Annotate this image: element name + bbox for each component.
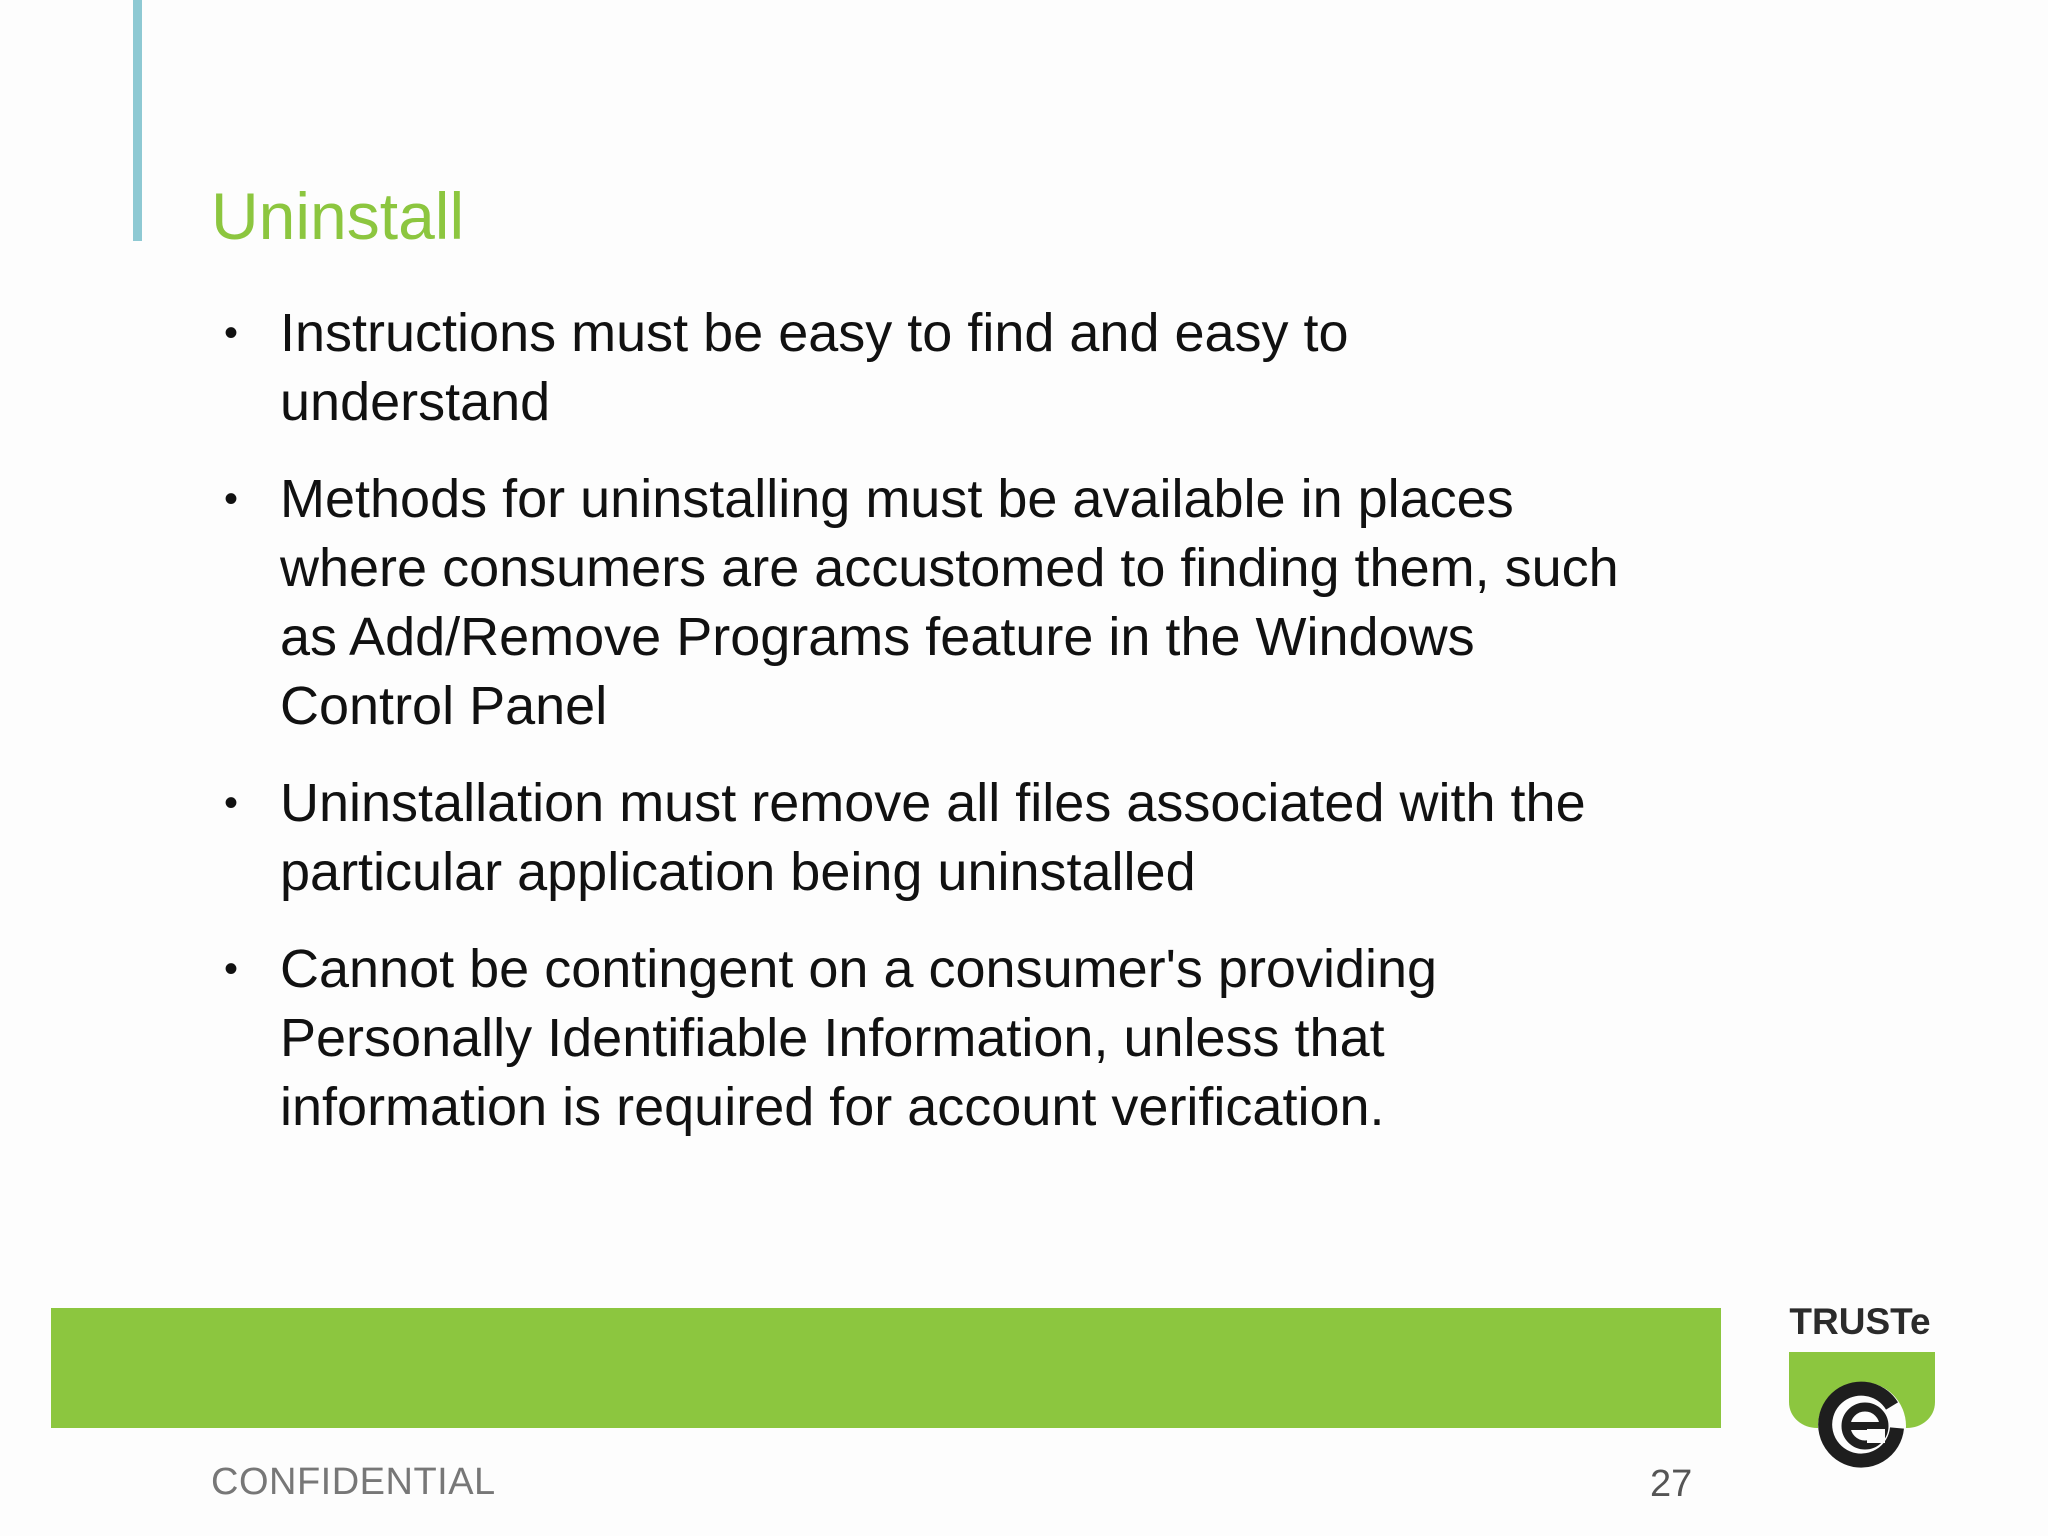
bullet-item xyxy=(280,299,1740,437)
bullet-line: • Uninstallation must remove all files associated with the xyxy=(280,773,1586,833)
bullet-line: • Instructions must be easy to find and easy to xyxy=(280,303,1349,363)
bullet-item xyxy=(280,465,1740,741)
logo-wordmark: TRUSTe xyxy=(1789,1301,1931,1342)
bullet-line: • Cannot be contingent on a consumer's providing xyxy=(280,939,1438,999)
bullet-item xyxy=(280,935,1740,1142)
bullet-item xyxy=(280,769,1740,907)
truste-logo xyxy=(1785,1300,1945,1470)
page-number: 27 xyxy=(1650,1463,1693,1505)
bullet-line: particular application being uninstalled xyxy=(280,842,1196,902)
bullet-line: Personally Identifiable Information, unless that xyxy=(280,1008,1385,1068)
bullet-line: where consumers are accustomed to finding them, such xyxy=(280,538,1619,598)
bullet-line: • Methods for uninstalling must be available in places xyxy=(280,469,1514,529)
bullet-line: Control Panel xyxy=(280,676,608,736)
truste-e-seal-icon xyxy=(1789,1352,1935,1470)
bullet-line: understand xyxy=(280,372,551,432)
bullet-line: information is required for account verification. xyxy=(280,1077,1385,1137)
footer-band xyxy=(51,1308,1721,1428)
slide-title: Uninstall xyxy=(211,179,465,253)
confidential-label: CONFIDENTIAL xyxy=(211,1461,496,1503)
bullet-line: as Add/Remove Programs feature in the Windows xyxy=(280,607,1475,667)
title-accent-bar xyxy=(133,0,142,241)
